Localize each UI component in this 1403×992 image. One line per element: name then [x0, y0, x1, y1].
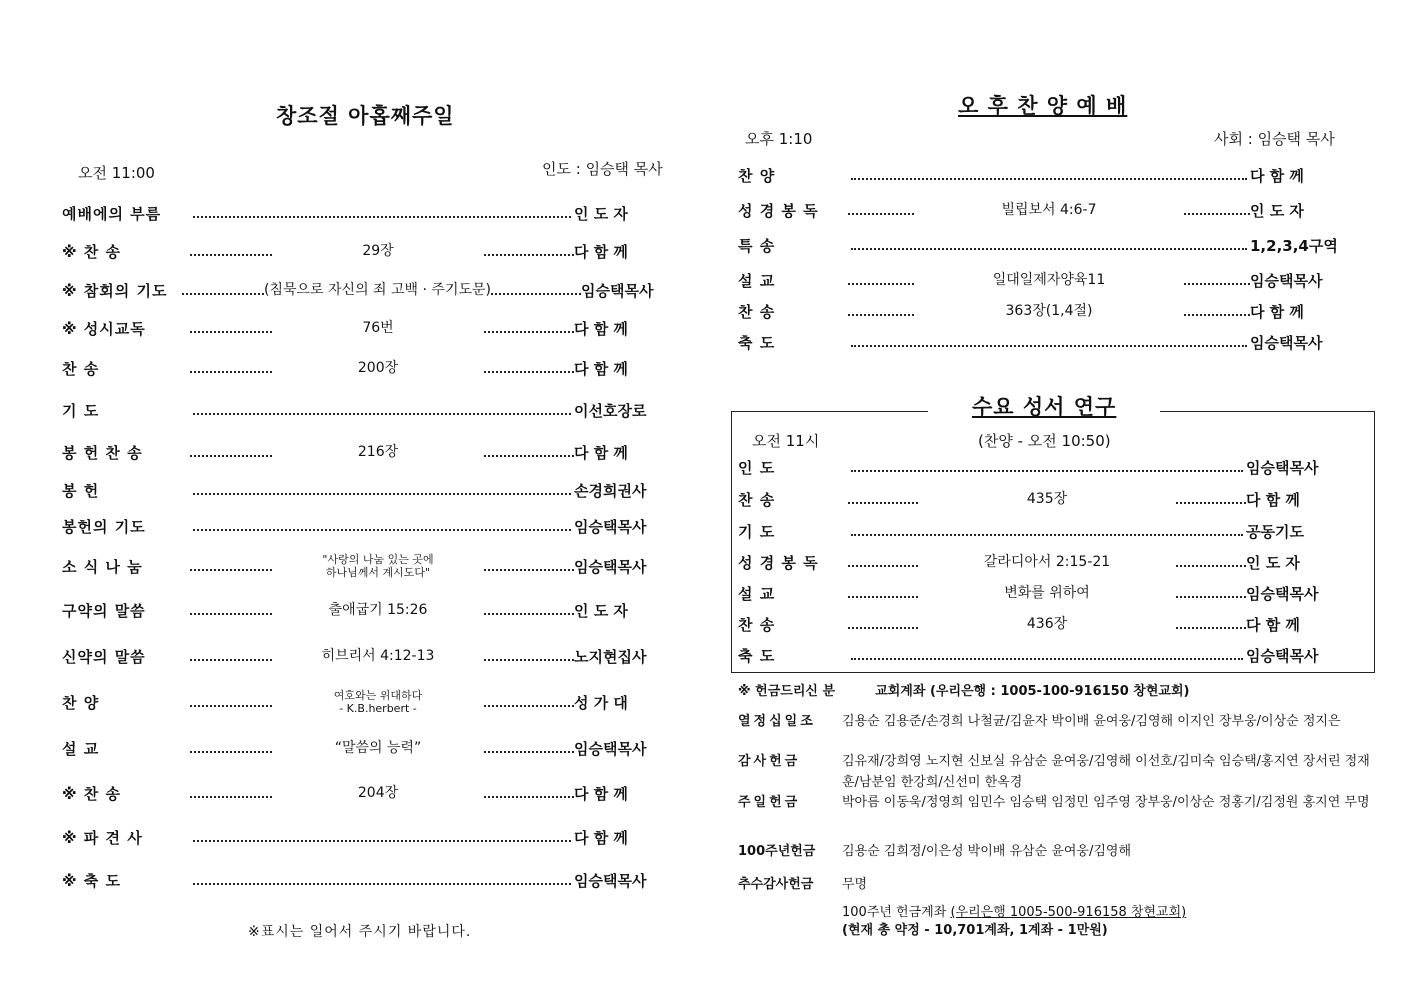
centennial-account-label: 100주년 헌금계좌: [842, 905, 947, 920]
offering-donor-names: 박아름 이동욱/정영희 임민수 임승택 임정민 임주영 장부웅/이상순 정홍기/김정원 홍지연 무명: [842, 795, 1370, 810]
offering-donor-names: 김용순 김희정/이은성 박이배 유삼순 윤여웅/김영해: [842, 844, 1132, 859]
left-order-item-detail-line: 하나님께서 계시도다": [325, 566, 431, 579]
left-order-item-detail: [272, 648, 484, 665]
left-order-item: [62, 598, 686, 622]
afternoon-order-item-person: 임승택목사: [1250, 333, 1323, 352]
afternoon-order-item: [738, 330, 1366, 354]
left-order-item: [62, 201, 686, 225]
dot-leader: [190, 371, 272, 373]
offering-donor-names: 김유재/강희영 노지현 신보실 유삼순 윤여웅/김영해 이선호/김미숙 임승택/홍지연 장서린 정재훈/남분임 한강희/신선미 한옥경: [842, 754, 1370, 790]
wednesday-order-item: [738, 643, 1366, 667]
dot-leader: [848, 502, 918, 504]
left-order-item-label: 찬 양: [62, 693, 100, 712]
left-order-item-center: [190, 444, 574, 461]
wednesday-order-item-detail: [918, 491, 1176, 508]
left-order-item-detail-line: 200장: [357, 359, 399, 376]
wednesday-time: 오전 11시: [752, 432, 820, 450]
left-order-item-detail-line: 출애굽기 15:26: [328, 601, 428, 618]
left-service-leader: 인도 : 임승택 목사: [542, 160, 663, 178]
wednesday-order-item-detail-line: 변화를 위하여: [1004, 584, 1090, 601]
left-order-item-detail: [264, 282, 491, 299]
left-order-item-center: [190, 243, 574, 260]
afternoon-order-item: [738, 268, 1366, 292]
afternoon-order-item: [738, 233, 1366, 257]
dot-leader: [1184, 314, 1250, 316]
afternoon-leader: 사회 : 임승택 목사: [1214, 130, 1335, 148]
dot-leader: [1184, 283, 1250, 285]
wednesday-order-item-label: 인 도: [738, 458, 776, 477]
left-order-item-detail: [272, 689, 484, 715]
left-order-item: [62, 514, 686, 538]
wednesday-order-item-center: [848, 491, 1246, 508]
left-order-item-detail: [272, 444, 484, 461]
left-order-item: [62, 278, 686, 302]
left-order-item-detail-line: 216장: [357, 443, 399, 460]
dot-leader: [1176, 502, 1246, 504]
wednesday-order-item: [738, 550, 1366, 574]
dot-leader: [190, 254, 272, 256]
wednesday-praise-time: (찬양 - 오전 10:50): [978, 432, 1111, 450]
dot-leader: [851, 658, 1243, 660]
dot-leader: [851, 178, 1247, 180]
dot-leader: [848, 314, 914, 316]
afternoon-order-item-label: 설 교: [738, 271, 776, 290]
dot-leader: [190, 455, 272, 457]
left-order-item-label: 찬 송: [62, 359, 100, 378]
offering-donor-names: 김용순 김용준/손경희 나철균/김윤자 박이배 윤여웅/김영해 이지인 장부웅/이상순 정지은: [842, 714, 1341, 729]
left-order-item-detail-line: 여호와는 위대하다: [333, 689, 423, 702]
left-order-item-center: [182, 282, 581, 299]
left-order-item-label: 소 식 나 눔: [62, 557, 143, 576]
dot-leader: [193, 413, 571, 415]
dot-leader: [484, 796, 574, 798]
left-order-item-person: 인 도 자: [574, 204, 628, 223]
left-order-item-person: 다 함 께: [574, 242, 628, 261]
afternoon-title: 오 후 찬 양 예 배: [958, 94, 1128, 118]
left-order-item: [62, 440, 686, 464]
left-order-item-center: [190, 602, 574, 619]
left-order-item-person: 다 함 께: [574, 828, 628, 847]
wednesday-order-item: [738, 455, 1366, 479]
left-order-item: [62, 644, 686, 668]
afternoon-order-item-detail: [914, 202, 1184, 219]
left-order-item-label: 기 도: [62, 401, 100, 420]
left-order-item: [62, 736, 686, 760]
left-order-item: [62, 356, 686, 380]
wednesday-order-item-person: 임승택목사: [1246, 646, 1319, 665]
left-order-item: [62, 868, 686, 892]
dot-leader: [193, 216, 571, 218]
left-order-item: [62, 316, 686, 340]
left-order-item-center: [190, 648, 574, 665]
left-order-item: [62, 781, 686, 805]
afternoon-order-item-person: 인 도 자: [1250, 201, 1304, 220]
wednesday-order-item: [738, 581, 1366, 605]
left-order-item: [62, 478, 686, 502]
left-order-item-person: 이선호장로: [574, 401, 647, 420]
dot-leader: [484, 659, 574, 661]
dot-leader: [190, 796, 272, 798]
standing-note: ※표시는 일어서 주시기 바랍니다.: [248, 924, 472, 940]
dot-leader: [848, 627, 918, 629]
dot-leader: [190, 331, 272, 333]
left-order-item-detail-line: 29장: [362, 242, 394, 259]
dot-leader: [193, 840, 571, 842]
wednesday-order-item-center: [848, 554, 1246, 571]
wednesday-order-item-label: 성 경 봉 독: [738, 553, 819, 572]
wednesday-order-item-label: 기 도: [738, 522, 776, 541]
dot-leader: [484, 254, 574, 256]
left-service-time: 오전 11:00: [78, 164, 155, 182]
left-order-item-detail: [272, 553, 484, 579]
left-order-item-label: 설 교: [62, 739, 100, 758]
left-order-item: [62, 554, 686, 578]
wednesday-order-item-center: [848, 616, 1246, 633]
left-order-item-detail-line: 76번: [362, 319, 394, 336]
left-order-item-detail-line: “말씀의 능력”: [334, 739, 422, 756]
wednesday-order-item-center: [848, 585, 1246, 602]
left-order-item-label: ※ 축 도: [62, 871, 122, 890]
afternoon-order-item-person: 임승택목사: [1250, 271, 1323, 290]
offering-category-label: 100주년헌금: [738, 844, 816, 859]
dot-leader: [851, 345, 1247, 347]
left-order-item-label: 봉헌의 기도: [62, 517, 146, 536]
dot-leader: [851, 534, 1243, 536]
left-order-item-label: ※ 참회의 기도: [62, 281, 168, 300]
dot-leader: [190, 659, 272, 661]
dot-leader: [1176, 627, 1246, 629]
left-order-item-detail-line: 히브리서 4:12-13: [321, 647, 435, 664]
dot-leader: [1176, 596, 1246, 598]
afternoon-order-item-label: 성 경 봉 독: [738, 201, 819, 220]
offering-category-label: 감사헌금: [738, 754, 801, 769]
dot-leader: [484, 371, 574, 373]
left-order-item-label: 봉 헌: [62, 481, 100, 500]
left-order-item: [62, 690, 686, 714]
left-order-item-person: 성 가 대: [574, 693, 628, 712]
left-order-item-detail-line: "사랑의 나눔 있는 곳에: [322, 553, 434, 566]
left-order-item: [62, 398, 686, 422]
left-order-item-person: 다 함 께: [574, 359, 628, 378]
wednesday-title: 수요 성서 연구: [928, 391, 1160, 421]
left-order-item: [62, 239, 686, 263]
pledge-status: (현재 총 약정 - 10,701계좌, 1계좌 - 1만원): [842, 923, 1108, 938]
dot-leader: [484, 751, 574, 753]
left-order-item-detail-line: 204장: [357, 784, 399, 801]
centennial-account-number: (우리은행 1005-500-916158 창현교회): [950, 905, 1187, 920]
afternoon-order-item-person: 다 함 께: [1250, 166, 1304, 185]
church-account: 교회계좌 (우리은행 : 1005-100-916150 창현교회): [875, 684, 1190, 699]
afternoon-order-item-label: 축 도: [738, 333, 776, 352]
dot-leader: [182, 293, 264, 295]
afternoon-order-item-person: 다 함 께: [1250, 302, 1304, 321]
afternoon-order-item-label: 찬 양: [738, 166, 776, 185]
dot-leader: [851, 470, 1243, 472]
wednesday-order-item: [738, 487, 1366, 511]
left-order-item-center: [190, 553, 574, 579]
left-order-item-person: 다 함 께: [574, 319, 628, 338]
afternoon-order-item-detail: [914, 272, 1184, 289]
left-order-item-person: 다 함 께: [574, 443, 628, 462]
wednesday-order-item-detail: [918, 585, 1176, 602]
wednesday-order-item-detail: [918, 616, 1176, 633]
left-order-item-person: 임승택목사: [580, 281, 654, 300]
left-order-item-detail: [272, 602, 484, 619]
wednesday-order-item-detail-line: 갈라디아서 2:15-21: [983, 553, 1111, 570]
dot-leader: [190, 569, 272, 571]
left-order-item-label: 봉 헌 찬 송: [62, 443, 143, 462]
left-order-item-label: ※ 성시교독: [62, 319, 146, 338]
dot-leader: [193, 883, 571, 885]
dot-leader: [484, 331, 574, 333]
left-order-item-center: [190, 785, 574, 802]
offering-header-label: ※ 헌금드리신 분: [738, 684, 836, 699]
dot-leader: [190, 705, 272, 707]
dot-leader: [848, 213, 914, 215]
dot-leader: [1184, 213, 1250, 215]
dot-leader: [193, 529, 571, 531]
afternoon-order-item-detail: [914, 303, 1184, 320]
left-order-item-detail: [272, 243, 484, 260]
left-order-item-label: ※ 파 견 사: [62, 828, 143, 847]
left-order-item: [62, 825, 686, 849]
dot-leader: [190, 751, 272, 753]
dot-leader: [848, 596, 918, 598]
wednesday-order-item-person: 다 함 께: [1246, 615, 1300, 634]
wednesday-order-item-detail-line: 435장: [1026, 490, 1068, 507]
left-order-item-center: [190, 689, 574, 715]
afternoon-order-item: [738, 198, 1366, 222]
left-order-item-person: 손경희권사: [574, 481, 647, 500]
wednesday-order-item-label: 찬 송: [738, 615, 776, 634]
afternoon-order-item-detail-line: 일대일제자양육11: [992, 271, 1106, 288]
afternoon-order-item-detail-line: 363장(1,4절): [1005, 302, 1093, 319]
wednesday-order-item-person: 인 도 자: [1246, 553, 1300, 572]
left-order-item-label: 예배에의 부름: [62, 204, 162, 223]
wednesday-order-item-label: 설 교: [738, 584, 776, 603]
left-order-item-detail: [272, 785, 484, 802]
left-order-item-person: 임승택목사: [574, 739, 647, 758]
dot-leader: [484, 455, 574, 457]
dot-leader: [491, 293, 581, 295]
afternoon-order-item-center: [848, 202, 1250, 219]
offering-category-label: 주일헌금: [738, 795, 801, 810]
left-order-item-detail: [272, 740, 484, 757]
left-order-item-label: 구약의 말씀: [62, 601, 146, 620]
wednesday-order-item-person: 임승택목사: [1246, 458, 1319, 477]
wednesday-order-item-label: 찬 송: [738, 490, 776, 509]
left-order-item-person: 다 함 께: [574, 784, 628, 803]
left-order-item-person: 노지현집사: [574, 647, 647, 666]
afternoon-order-item-label: 찬 송: [738, 302, 776, 321]
left-order-item-label: ※ 찬 송: [62, 242, 122, 261]
afternoon-order-item-label: 특 송: [738, 236, 776, 255]
wednesday-order-item-person: 임승택목사: [1246, 584, 1319, 603]
left-order-item-detail: [272, 320, 484, 337]
left-order-item-center: [190, 740, 574, 757]
left-order-item-center: [190, 320, 574, 337]
wednesday-order-item-person: 공동기도: [1246, 522, 1304, 541]
dot-leader: [848, 565, 918, 567]
left-order-item-center: [190, 360, 574, 377]
dot-leader: [1176, 565, 1246, 567]
dot-leader: [484, 705, 574, 707]
dot-leader: [484, 613, 574, 615]
wednesday-order-item-detail-line: 436장: [1026, 615, 1068, 632]
afternoon-order-item: [738, 163, 1366, 187]
left-order-item-person: 임승택목사: [574, 517, 647, 536]
afternoon-order-item-person: 1,2,3,4구역: [1250, 236, 1338, 255]
left-order-item-detail: [272, 360, 484, 377]
wednesday-order-item-detail: [918, 554, 1176, 571]
wednesday-order-item: [738, 612, 1366, 636]
afternoon-time: 오후 1:10: [745, 130, 813, 148]
left-order-item-detail-line: - K.B.herbert -: [339, 702, 417, 715]
afternoon-order-item-detail-line: 빌립보서 4:6-7: [1001, 201, 1097, 218]
dot-leader: [848, 283, 914, 285]
dot-leader: [851, 248, 1247, 250]
wednesday-order-item: [738, 519, 1366, 543]
wednesday-order-item-person: 다 함 께: [1246, 490, 1300, 509]
left-order-item-person: 임승택목사: [574, 557, 647, 576]
dot-leader: [193, 493, 571, 495]
wednesday-order-item-label: 축 도: [738, 646, 776, 665]
left-order-item-label: ※ 찬 송: [62, 784, 122, 803]
afternoon-order-item-center: [848, 272, 1250, 289]
offering-category-label: 열정십일조: [738, 714, 816, 729]
offering-category-label: 추수감사헌금: [738, 877, 814, 892]
dot-leader: [190, 613, 272, 615]
offering-donor-names: 무명: [842, 877, 868, 892]
afternoon-order-item-center: [848, 303, 1250, 320]
left-order-item-label: 신약의 말씀: [62, 647, 146, 666]
afternoon-order-item: [738, 299, 1366, 323]
left-title: 창조절 아홉째주일: [276, 104, 455, 128]
left-order-item-person: 임승택목사: [574, 871, 647, 890]
dot-leader: [484, 569, 574, 571]
left-order-item-person: 인 도 자: [574, 601, 628, 620]
offering-header: [738, 681, 1189, 702]
left-order-item-detail-line: (침묵으로 자신의 죄 고백 · 주기도문): [264, 281, 491, 298]
